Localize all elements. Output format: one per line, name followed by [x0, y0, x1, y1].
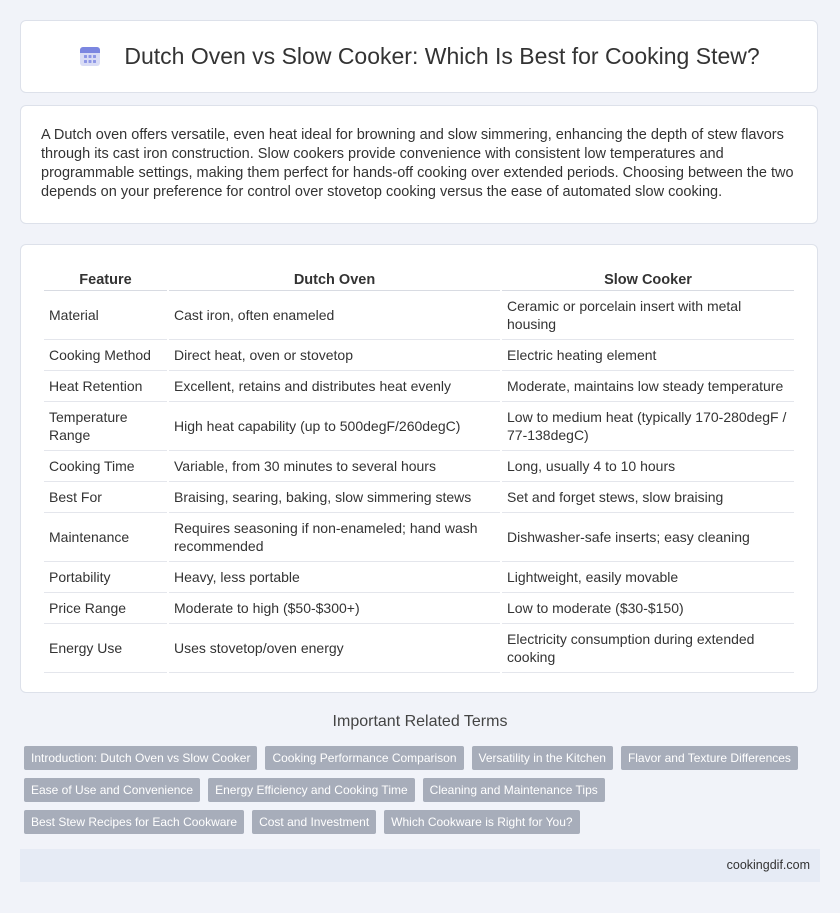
cell-feature: Temperature Range [44, 402, 167, 451]
table-row [44, 451, 794, 482]
table-header-row [44, 264, 794, 291]
table-row [44, 291, 794, 340]
comparison-card [20, 244, 818, 693]
cell-feature: Heat Retention [44, 371, 167, 402]
related-term-tag[interactable]: Cooking Performance Comparison [265, 746, 463, 770]
related-term-tag[interactable]: Introduction: Dutch Oven vs Slow Cooker [24, 746, 257, 770]
related-term-tag[interactable]: Which Cookware is Right for You? [384, 810, 579, 834]
table-row [44, 371, 794, 402]
related-term-tag[interactable]: Cost and Investment [252, 810, 376, 834]
cell-slow-cooker: Dishwasher-safe inserts; easy cleaning [502, 513, 794, 562]
cell-dutch-oven: Uses stovetop/oven energy [169, 624, 500, 673]
header-dutch-oven: Dutch Oven [169, 264, 500, 291]
cell-slow-cooker: Low to medium heat (typically 170-280degF / 77-138degC) [502, 402, 794, 451]
header-feature: Feature [44, 264, 167, 291]
header-slow-cooker: Slow Cooker [502, 264, 794, 291]
table-row [44, 624, 794, 673]
related-term-tag[interactable]: Versatility in the Kitchen [472, 746, 613, 770]
cell-dutch-oven: Variable, from 30 minutes to several hours [169, 451, 500, 482]
cell-feature: Cooking Method [44, 340, 167, 371]
table-row [44, 513, 794, 562]
cell-slow-cooker: Set and forget stews, slow braising [502, 482, 794, 513]
related-term-tag[interactable]: Cleaning and Maintenance Tips [423, 778, 605, 802]
cell-dutch-oven: Excellent, retains and distributes heat evenly [169, 371, 500, 402]
table-row [44, 593, 794, 624]
related-terms-title: Important Related Terms [332, 713, 508, 730]
comparison-table [42, 264, 796, 673]
intro-paragraph: A Dutch oven offers versatile, even heat ideal for browning and slow simmering, enhancing the depth of stew flavors through its cast iron construction. Slow cookers provide convenience with consistent low temperatures and programmable settings, making them perfect for hands-off cooking over extended periods. Choosing between the two depends on your preference for control over stovetop cooking versus the ease of automated slow cooking. [41, 127, 794, 200]
cell-slow-cooker: Long, usually 4 to 10 hours [502, 451, 794, 482]
cell-dutch-oven: Requires seasoning if non-enameled; hand wash recommended [169, 513, 500, 562]
table-row [44, 340, 794, 371]
cell-dutch-oven: Braising, searing, baking, slow simmering stews [169, 482, 500, 513]
cell-slow-cooker: Low to moderate ($30-$150) [502, 593, 794, 624]
cell-feature: Price Range [44, 593, 167, 624]
cell-slow-cooker: Ceramic or porcelain insert with metal housing [502, 291, 794, 340]
cell-feature: Material [44, 291, 167, 340]
footer-site: cookingdif.com [726, 858, 810, 872]
related-term-tag[interactable]: Energy Efficiency and Cooking Time [208, 778, 415, 802]
related-term-tag[interactable]: Ease of Use and Convenience [24, 778, 200, 802]
cell-dutch-oven: Cast iron, often enameled [169, 291, 500, 340]
cell-dutch-oven: Moderate to high ($50-$300+) [169, 593, 500, 624]
cell-slow-cooker: Electricity consumption during extended cooking [502, 624, 794, 673]
calendar-icon [78, 44, 102, 68]
cell-slow-cooker: Electric heating element [502, 340, 794, 371]
cell-feature: Cooking Time [44, 451, 167, 482]
title-card [20, 20, 818, 93]
cell-feature: Maintenance [44, 513, 167, 562]
cell-dutch-oven: Heavy, less portable [169, 562, 500, 593]
page-title: Dutch Oven vs Slow Cooker: Which Is Best for Cooking Stew? [124, 43, 760, 69]
cell-slow-cooker: Lightweight, easily movable [502, 562, 794, 593]
cell-dutch-oven: High heat capability (up to 500degF/260degC) [169, 402, 500, 451]
cell-feature: Energy Use [44, 624, 167, 673]
related-term-tag[interactable]: Flavor and Texture Differences [621, 746, 798, 770]
footer [20, 849, 820, 882]
intro-card [20, 105, 818, 224]
table-row [44, 562, 794, 593]
cell-dutch-oven: Direct heat, oven or stovetop [169, 340, 500, 371]
related-terms-list [24, 746, 814, 834]
cell-feature: Portability [44, 562, 167, 593]
cell-slow-cooker: Moderate, maintains low steady temperature [502, 371, 794, 402]
related-term-tag[interactable]: Best Stew Recipes for Each Cookware [24, 810, 244, 834]
cell-feature: Best For [44, 482, 167, 513]
table-row [44, 402, 794, 451]
table-row [44, 482, 794, 513]
